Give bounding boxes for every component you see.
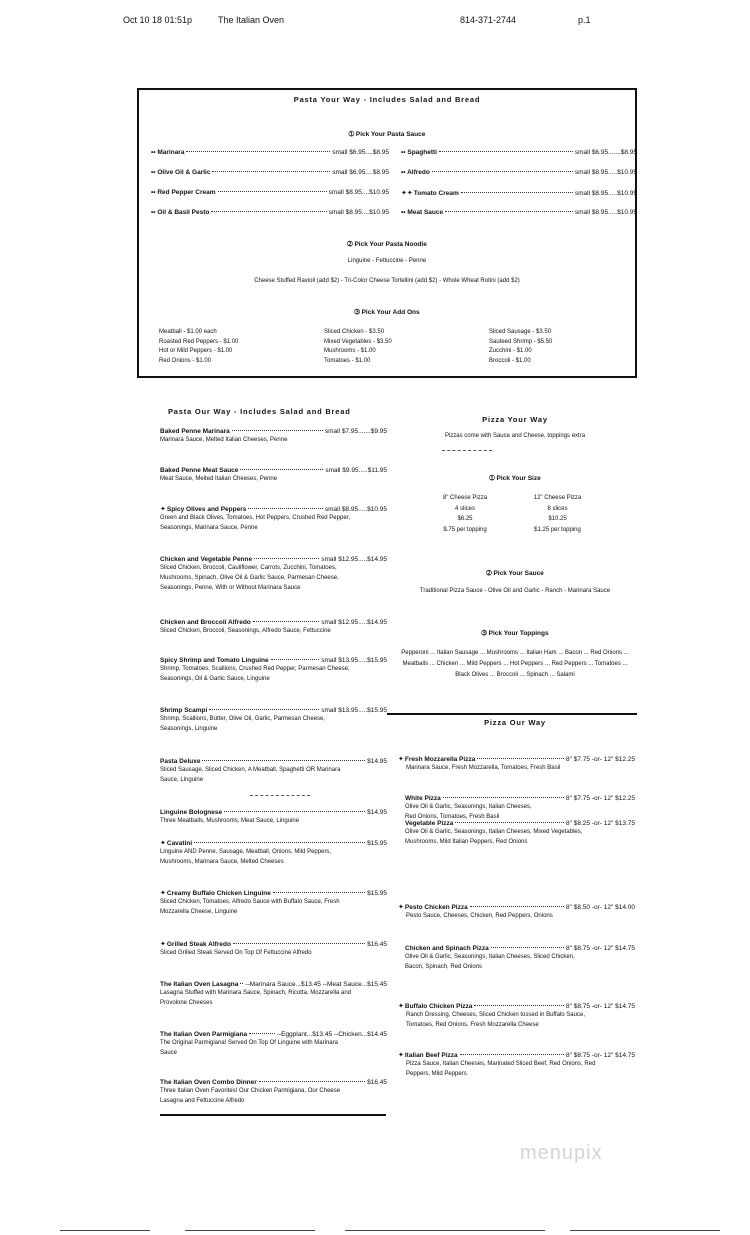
fax-edge-mark xyxy=(570,1230,720,1231)
section-rule xyxy=(387,713,637,715)
pick-pizza-sauce-step: ➁ Pick Your Sauce xyxy=(486,570,544,577)
pasta-our-way-item: Baked Penne Marinara small $7.95.......$9.95 Marinara Sauce, Melted Italian Cheeses, Penne xyxy=(160,428,387,443)
divider xyxy=(250,795,310,796)
menupix-watermark: menupix xyxy=(520,1142,603,1164)
fax-page-number: p.1 xyxy=(578,15,591,25)
pizza-our-way-item: Vegetable Pizza 8" $8.25 -or- 12" $13.75 Olive Oil & Garlic, Seasonings, Italian Cheeses, Mixed Vegetables, Mushrooms, Mild Italian Peppers, Red Onions xyxy=(405,820,635,845)
pick-size-step: ➀ Pick Your Size xyxy=(489,475,541,482)
sauce-item: •• Red Pepper Cream small $8.95....$10.95 xyxy=(151,189,389,196)
size-8-inch: 8" Cheese Pizza 4 slices $6.25 $.75 per topping xyxy=(442,495,488,533)
new-item-star-icon: ✦ xyxy=(398,1052,404,1059)
pizza-our-way-title: Pizza Our Way xyxy=(484,718,546,727)
sauce-item: •• Meat Sauce small $8.95.....$10.95 xyxy=(401,209,637,216)
pizza-our-way-item: White Pizza 8" $7.75 -or- 12" $12.25 Olive Oil & Garlic, Seasonings, Italian Cheeses, Red Onions, Tomatoes, Fresh Basil xyxy=(405,795,635,820)
sauce-item: •• Alfredo small $8.95.....$10.95 xyxy=(401,169,637,176)
pizza-your-way-title: Pizza Your Way xyxy=(482,415,548,424)
pizza-sauce-options: Traditional Pizza Sauce - Olive Oil and Garlic - Ranch - Marinara Sauce xyxy=(419,588,611,594)
pasta-our-way-item: Shrimp Scampi small $13.95.....$15.95 Shrimp, Scallions, Butter, Olive Oil, Garlic, Parmesan Cheese, Seasonings, Linguine xyxy=(160,707,387,732)
pasta-our-way-item: Chicken and Broccoli Alfredo small $12.95.....$14.95 Sliced Chicken, Broccoli, Seasonings, Alfredo Sauce, Fettuccine xyxy=(160,619,387,634)
addon-item: Broccoli - $1.00 xyxy=(489,357,531,364)
pizza-our-way-item: ✦ Italian Beef Pizza 8" $8.75 -or- 12" $14.75 Pizza Sauce, Italian Cheeses, Marinated Sliced Beef, Red Onions, Red Peppers, Mild Peppers xyxy=(398,1052,635,1077)
topping-options: Pepperoni ... Italian Sausage ... Mushrooms ... Italian Ham ... Bacon ... Red Onions ... Meatballs ... Chicken ... Mild Peppers ... Hot Peppers ... Red Peppers ... Tomatoes ... Black Olives ... Broccoli ... Spinach ... Salami xyxy=(401,650,629,678)
sauce-item: •• Spaghetti small $6.95.......$8.95 xyxy=(401,149,637,156)
pick-noodle-step: ➁ Pick Your Pasta Noodle xyxy=(347,241,427,248)
pasta-our-way-item: Pasta Deluxe $14.95 Sliced Sausage, Sliced Chicken, A Meatball, Spaghetti OR Marinara Sauce, Linguine xyxy=(160,758,387,783)
addons-column-3 xyxy=(489,328,552,366)
pasta-our-way-title: Pasta Our Way - Includes Salad and Bread xyxy=(168,407,351,416)
pick-addons-step: ➂ Pick Your Add Ons xyxy=(354,309,420,316)
sauce-list-left xyxy=(151,149,389,229)
new-item-star-icon: ✦ xyxy=(398,756,404,763)
fax-phone: 814-371-2744 xyxy=(460,15,517,25)
pasta-our-way-item: ✦ Spicy Olives and Peppers small $8.95.....$10.95 Green and Black Olives, Tomatoes, Hot Peppers, Crushed Red Pepper, Seasonings, Marinara Sauce, Penne xyxy=(160,506,387,531)
addon-item: Sauteed Shrimp - $5.50 xyxy=(489,338,553,345)
sauce-list-right xyxy=(401,149,637,229)
pasta-our-way-item: Chicken and Vegetable Penne small $12.95.....$14.95 Sliced Chicken, Broccoli, Cauliflower, Carrots, Zucchini, Tomatoes, Mushrooms, Spinach, Olive Oil & Garlic Sauce, Parmesan Cheese, Seasonings, Penne, With or Without Marinara Sauce xyxy=(160,556,387,591)
addon-item: Mixed Vegetables - $3.50 xyxy=(324,338,392,345)
addons-column-2 xyxy=(324,328,392,366)
noodle-extras: Cheese Stuffed Ravioli (add $2) - Tri-Color Cheese Tortellini (add $2) - Whole Wheat Rotini (add $2) xyxy=(254,278,520,284)
new-item-star-icon: ✦ xyxy=(398,904,404,911)
fax-edge-mark xyxy=(185,1230,315,1231)
pick-toppings-step: ➂ Pick Your Toppings xyxy=(481,630,549,637)
new-item-star-icon: ✦ xyxy=(160,506,166,513)
sauce-item: •• Olive Oil & Garlic small $6.95....$8.95 xyxy=(151,169,389,176)
pasta-our-way-item: Linguine Bolognese $14.95 Three Meatballs, Mushrooms, Meat Sauce, Linguine xyxy=(160,809,387,824)
pasta-our-way-item: ✦ Cavatini $15.95 Linguine AND Penne, Sausage, Meatball, Onions, Mild Peppers, Mushrooms, Marinara Sauce, Melted Cheeses xyxy=(160,840,387,865)
pizza-intro: Pizzas come with Sauce and Cheese, toppings extra xyxy=(444,433,586,439)
addons-column-1 xyxy=(159,328,238,366)
new-item-star-icon: ✦ xyxy=(160,840,166,847)
addon-item: Sliced Sausage - $3.50 xyxy=(489,329,552,335)
pick-sauce-step: ➀ Pick Your Pasta Sauce xyxy=(348,131,426,138)
size-12-inch: 12" Cheese Pizza 8 slices $10.25 $1.25 per topping xyxy=(533,495,582,533)
new-item-star-icon: ✦ xyxy=(398,1003,404,1010)
fax-edge-mark xyxy=(60,1230,150,1231)
fax-edge-mark xyxy=(345,1230,545,1231)
pasta-your-way-box xyxy=(137,88,637,378)
addon-item: Meatball - $1.00 each xyxy=(159,329,217,335)
addon-item: Sliced Chicken - $3.50 xyxy=(324,329,385,335)
addon-item: Roasted Red Peppers - $1.00 xyxy=(159,338,239,345)
noodle-options: Linguine - Fettuccine - Penne xyxy=(347,258,427,264)
divider xyxy=(442,450,492,451)
new-item-star-icon: ✦ xyxy=(160,941,166,948)
addon-item: Hot or Mild Peppers - $1.00 xyxy=(159,348,233,355)
pasta-our-way-item: The Italian Oven Parmigiana --Eggplant...$13.45 --Chicken...$14.45 The Original Parmigiana! Served On Top Of Linguine with Marinara Sauce xyxy=(160,1031,387,1056)
pasta-our-way-item: Spicy Shrimp and Tomato Linguine small $13.95.....$15.95 Shrimp, Tomatoes, Scallions, Crushed Red Pepper, Parmesan Cheese, Seasonings, Oil & Garlic Sauce, Linguine xyxy=(160,657,387,682)
addon-item: Red Onions - $1.00 xyxy=(159,357,212,364)
pasta-our-way-item: ✦ Grilled Steak Alfredo $16.45 Sliced Grilled Steak Served On Top Of Fettuccine Alfredo xyxy=(160,941,387,956)
sauce-item: •• Oil & Basil Pesto small $8.95....$10.95 xyxy=(151,209,389,216)
pasta-your-way-title: Pasta Your Way - Includes Salad and Bread xyxy=(293,95,481,104)
pasta-our-way-item: Baked Penne Meat Sauce small $9.95.....$11.95 Meat Sauce, Melted Italian Cheeses, Penne xyxy=(160,467,387,482)
addon-item: Zucchini - $1.00 xyxy=(489,348,532,355)
sauce-item: •• Marinara small $6.95....$8.95 xyxy=(151,149,389,156)
new-item-star-icon: ✦✦ xyxy=(401,190,413,197)
pasta-our-way-item: The Italian Oven Combo Dinner $16.45 Three Italian Oven Favorites! Our Chicken Parmigiana, Our Cheese Lasagna and Fettuccine Alfredo xyxy=(160,1079,387,1104)
sauce-item: ✦✦ Tomato Cream small $8.95.....$10.95 xyxy=(401,190,637,197)
pizza-our-way-item: Chicken and Spinach Pizza 8" $8.75 -or- 12" $14.75 Olive Oil & Garlic, Seasonings, Italian Cheeses, Sliced Chicken, Bacon, Spinach, Red Onions xyxy=(405,945,635,970)
pasta-our-way-item: ✦ Creamy Buffalo Chicken Linguine $15.95 Sliced Chicken, Tomatoes, Alfredo Sauce with Buffalo Sauce, Fresh Mozzarella Cheese, Linguine xyxy=(160,890,387,915)
addon-item: Mushrooms - $1.00 xyxy=(324,348,376,355)
fax-restaurant-name: The Italian Oven xyxy=(218,15,285,25)
pizza-our-way-item: ✦ Fresh Mozzarella Pizza 8" $7.75 -or- 12" $12.25 Marinara Sauce, Fresh Mozzarella, Tomatoes, Fresh Basil xyxy=(398,756,635,771)
pizza-our-way-item: ✦ Buffalo Chicken Pizza 8" $8.75 -or- 12" $14.75 Ranch Dressing, Cheeses, Sliced Chicken tossed in Buffalo Sauce, Tomatoes, Red Onions, Fresh Mozzarella Cheese xyxy=(398,1003,635,1028)
new-item-star-icon: ✦ xyxy=(160,890,166,897)
pizza-our-way-item: ✦ Pesto Chicken Pizza 8" $8.50 -or- 12" $14.00 Pesto Sauce, Cheeses, Chicken, Red Peppers, Onions xyxy=(398,904,635,919)
pasta-our-way-item: The Italian Oven Lasagna --Marinara Sauce...$13.45 --Meat Sauce...$15.45 Lasagna Stuffed with Marinara Sauce, Spinach, Ricotta, Mozzarella and Provolone Cheeses xyxy=(160,981,387,1006)
section-rule xyxy=(160,1114,386,1116)
addon-item: Tomatoes - $1.00 xyxy=(324,357,371,364)
fax-timestamp: Oct 10 18 01:51p xyxy=(123,15,193,25)
